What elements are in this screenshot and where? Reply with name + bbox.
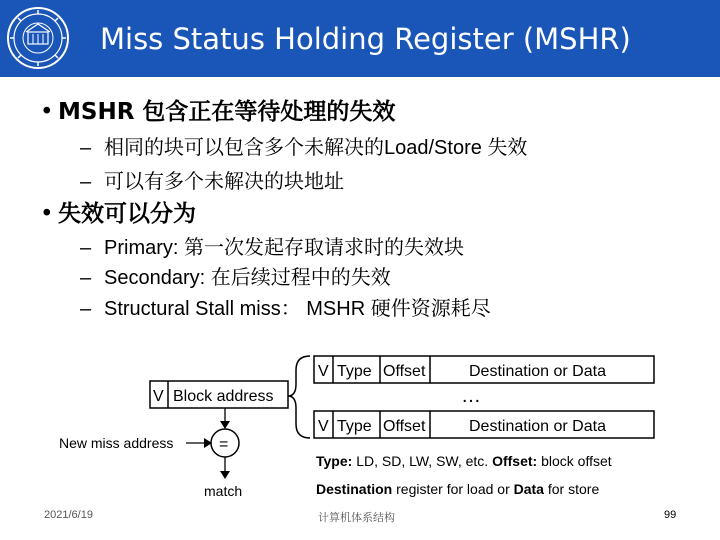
- arrow-down-icon: [220, 421, 230, 429]
- dash-icon: –: [80, 267, 92, 289]
- entry-type-label: Type: [337, 418, 372, 435]
- sub-bullet-text: Secondary: 在后续过程中的失效: [104, 267, 391, 289]
- match-label: match: [204, 483, 243, 499]
- arrow-down-icon: [220, 471, 230, 479]
- footer-course: 计算机体系结构: [318, 512, 395, 524]
- mshr-entry-top: [314, 356, 654, 383]
- brace: [288, 356, 310, 438]
- bullet-2-text: 失效可以分为: [58, 201, 196, 227]
- entry-v-label: V: [318, 363, 329, 380]
- block-v-label: V: [153, 388, 164, 405]
- bullet-dot-icon: •: [40, 99, 54, 125]
- entry-offset-label: Offset: [383, 418, 426, 435]
- entry-v-label: V: [318, 418, 329, 435]
- entry-destination-label: Destination or Data: [469, 363, 606, 380]
- dash-icon: –: [80, 237, 92, 259]
- mshr-entry-bottom: [314, 411, 654, 438]
- footer-date: 2021/6/19: [44, 509, 93, 521]
- type-caption-rest: block offset: [537, 453, 612, 469]
- sub-bullet-text: Primary: 第一次发起存取请求时的失效块: [104, 237, 464, 259]
- dest-caption-rest: for store: [543, 481, 600, 497]
- entry-destination-label: Destination or Data: [469, 418, 606, 435]
- sub-bullet-text: Structural Stall miss： MSHR 硬件资源耗尽: [104, 298, 491, 320]
- equals-symbol: =: [219, 436, 229, 453]
- type-caption-prefix: Type:: [316, 453, 353, 469]
- entry-offset-label: Offset: [383, 363, 426, 380]
- dest-caption-prefix: Destination: [316, 481, 393, 497]
- dash-icon: –: [80, 171, 92, 193]
- type-caption-list: LD, SD, LW, SW, etc.: [352, 453, 493, 469]
- block-address-label: Block address: [173, 388, 274, 405]
- dash-icon: –: [80, 298, 92, 320]
- slide-title: Miss Status Holding Register (MSHR): [100, 22, 631, 56]
- dest-caption: [316, 481, 599, 497]
- entry-type-label: Type: [337, 363, 372, 380]
- bullet-1-text: MSHR 包含正在等待处理的失效: [58, 99, 396, 125]
- sub-bullet-text: 相同的块可以包含多个未解决的Load/Store 失效: [104, 137, 528, 159]
- dest-caption-mid: register for load or: [392, 481, 514, 497]
- sub-bullet-text: 可以有多个未解决的块地址: [104, 171, 344, 193]
- type-caption: [316, 453, 612, 469]
- dest-caption-data: Data: [513, 481, 544, 497]
- bullet-dot-icon: •: [40, 201, 54, 227]
- footer-page-number: 99: [664, 509, 677, 521]
- type-caption-offset: Offset:: [492, 453, 538, 469]
- dash-icon: –: [80, 137, 92, 159]
- new-miss-address-label: New miss address: [59, 435, 174, 451]
- ellipsis: …: [461, 385, 481, 407]
